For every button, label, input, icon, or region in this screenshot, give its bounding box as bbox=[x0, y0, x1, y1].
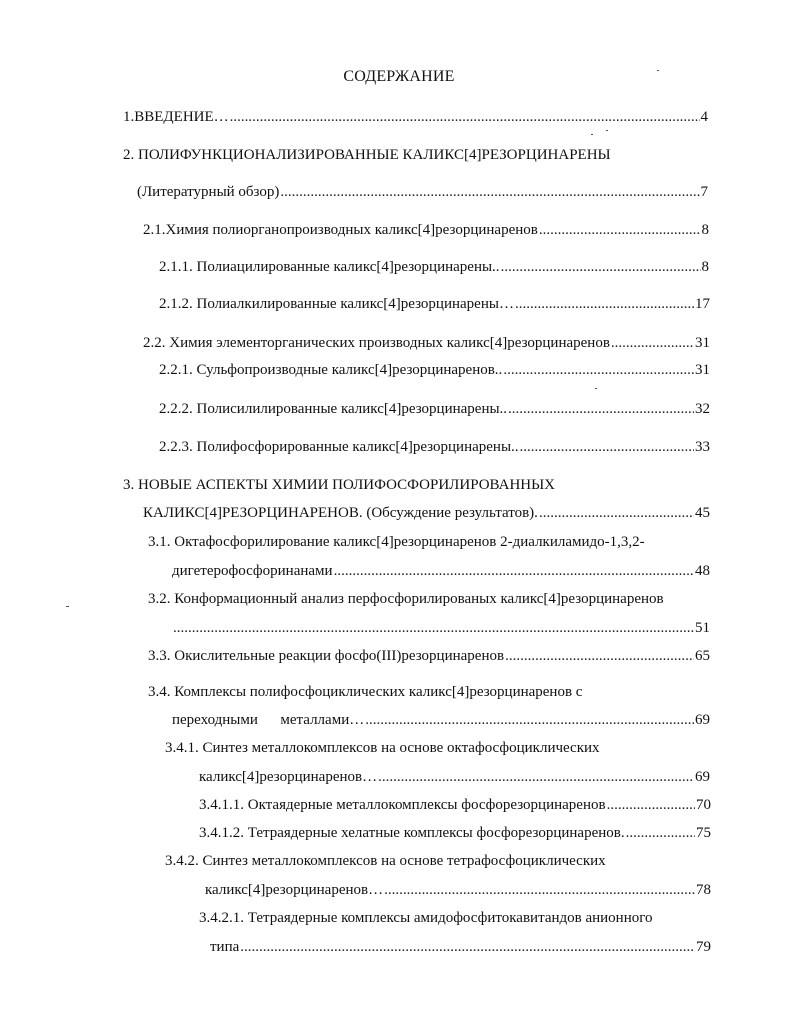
scan-speck bbox=[606, 130, 608, 131]
toc-entry-label: 3.1. Октафосфорилирование каликс[4]резорцинаренов 2-диалкиламидо-1,3,2- bbox=[148, 534, 645, 550]
toc-entry-label: 2.1.2. Полиалкилированные каликс[4]резорцинарены… bbox=[159, 296, 514, 312]
toc-entry bbox=[148, 682, 582, 702]
toc-entry-page: 69 bbox=[695, 769, 710, 785]
toc-entry-page: 45 bbox=[695, 505, 710, 521]
scan-speck bbox=[657, 70, 659, 71]
scan-speck bbox=[595, 388, 597, 389]
toc-entry bbox=[137, 182, 708, 202]
toc-leader-dots bbox=[240, 937, 695, 957]
toc-entry-label: 3.2. Конформационный анализ перфосфорилированых каликс[4]резорцинаренов bbox=[148, 591, 664, 607]
toc-leader-dots bbox=[384, 880, 695, 900]
toc-entry-label: 1.ВВЕДЕНИЕ… bbox=[123, 109, 229, 125]
toc-entry-page: 7 bbox=[700, 184, 708, 200]
toc-leader-dots bbox=[280, 182, 699, 202]
toc-entry-page: 70 bbox=[696, 797, 711, 813]
toc-entry bbox=[165, 851, 606, 871]
toc-leader-dots bbox=[334, 561, 694, 581]
toc-entry bbox=[159, 399, 710, 419]
toc-entry-page: 48 bbox=[695, 563, 710, 579]
toc-leader-dots bbox=[501, 257, 701, 277]
toc-entry-label: 3.4.1.1. Октаядерные металлокомплексы фосфорезорцинаренов bbox=[199, 797, 606, 813]
toc-entry-label: каликс[4]резорцинаренов… bbox=[199, 769, 378, 785]
toc-entry-label: (Литературный обзор) bbox=[137, 184, 280, 200]
toc-entry-page: 65 bbox=[695, 648, 710, 664]
toc-entry-label: 2.1.Химия полиорганопроизводных каликс[4]резорцинаренов bbox=[143, 222, 538, 238]
toc-entry bbox=[172, 561, 710, 581]
page-title: СОДЕРЖАНИЕ bbox=[343, 68, 455, 85]
toc-leader-dots bbox=[515, 294, 694, 314]
toc-entry bbox=[159, 437, 710, 457]
toc-leader-dots bbox=[505, 646, 694, 666]
toc-entry-page: 8 bbox=[701, 222, 709, 238]
toc-entry bbox=[165, 738, 600, 758]
toc-entry-label: 2.2.3. Полифосфорированные каликс[4]резорцинарены.. bbox=[159, 439, 519, 455]
toc-entry-label: 3.4.2. Синтез металлокомплексов на основе тетрафосфоциклических bbox=[165, 853, 606, 869]
toc-entry-label: 2.2.1. Сульфопроизводные каликс[4]резорцинаренов.. bbox=[159, 362, 503, 378]
toc-entry-label: переходными металлами… bbox=[172, 712, 365, 728]
toc-entry-page: 31 bbox=[695, 362, 710, 378]
toc-entry-label: 2. ПОЛИФУНКЦИОНАЛИЗИРОВАННЫЕ КАЛИКС[4]РЕЗОРЦИНАРЕНЫ bbox=[123, 147, 611, 163]
toc-entry bbox=[199, 795, 711, 815]
toc-leader-dots bbox=[378, 767, 694, 787]
toc-entry-page: 31 bbox=[695, 335, 710, 351]
toc-entry bbox=[159, 294, 710, 314]
toc-leader-dots bbox=[626, 823, 695, 843]
toc-leader-dots bbox=[539, 220, 701, 240]
toc-entry bbox=[199, 823, 711, 843]
toc-entry bbox=[123, 107, 708, 127]
toc-entry bbox=[159, 257, 709, 277]
toc-leader-dots bbox=[607, 795, 695, 815]
toc-leader-dots bbox=[508, 399, 694, 419]
toc-entry bbox=[172, 710, 710, 730]
toc-entry bbox=[199, 767, 710, 787]
toc-entry bbox=[148, 532, 645, 552]
toc-entry-page: 51 bbox=[695, 620, 710, 636]
toc-entry-label: 2.2.2. Полисилилированные каликс[4]резорцинарены.. bbox=[159, 401, 508, 417]
toc-entry-page: 32 bbox=[695, 401, 710, 417]
toc-entry-label: типа bbox=[210, 939, 240, 955]
toc-leader-dots bbox=[230, 107, 700, 127]
toc-entry-page: 75 bbox=[696, 825, 711, 841]
toc-entry-label: 3. НОВЫЕ АСПЕКТЫ ХИМИИ ПОЛИФОСФОРИЛИРОВАННЫХ bbox=[123, 477, 556, 493]
toc-entry-label: 3.4.1. Синтез металлокомплексов на основе октафосфоциклических bbox=[165, 740, 600, 756]
toc-entry-label: 3.3. Окислительные реакции фосфо(III)резорцинаренов bbox=[148, 648, 505, 664]
toc-leader-dots bbox=[611, 333, 694, 353]
toc-entry bbox=[143, 333, 710, 353]
toc-entry-label: каликс[4]резорцинаренов… bbox=[205, 882, 384, 898]
toc-entry-page: 8 bbox=[701, 259, 709, 275]
toc-entry bbox=[123, 475, 555, 495]
toc-entry-page: 33 bbox=[695, 439, 710, 455]
toc-entry bbox=[199, 908, 653, 928]
toc-entry bbox=[148, 589, 664, 609]
toc-entry-page: 69 bbox=[695, 712, 710, 728]
toc-leader-dots bbox=[539, 503, 694, 523]
toc-entry-label: 2.2. Химия элементорганических производных каликс[4]резорцинаренов bbox=[143, 335, 610, 351]
toc-leader-dots bbox=[503, 360, 694, 380]
toc-entry-label: дигетерофосфоринанами bbox=[172, 563, 333, 579]
toc-entry bbox=[148, 646, 710, 666]
toc-entry bbox=[172, 618, 710, 638]
toc-entry-label: 3.4.1.2. Тетраядерные хелатные комплексы фосфорезорцинаренов. bbox=[199, 825, 625, 841]
toc-entry-label: 3.4. Комплексы полифосфоциклических каликс[4]резорцинаренов с bbox=[148, 684, 583, 700]
toc-leader-dots bbox=[365, 710, 694, 730]
toc-entry bbox=[143, 503, 710, 523]
toc-entry bbox=[205, 880, 711, 900]
toc-entry-label: 3.4.2.1. Тетраядерные комплексы амидофосфитокавитандов анионного bbox=[199, 910, 653, 926]
toc-entry bbox=[143, 220, 709, 240]
toc-entry bbox=[159, 360, 710, 380]
toc-leader-dots bbox=[520, 437, 694, 457]
toc-entry-label: КАЛИКС[4]РЕЗОРЦИНАРЕНОВ. (Обсуждение результатов). bbox=[143, 505, 538, 521]
toc-entry bbox=[123, 145, 611, 165]
toc-entry-page: 78 bbox=[696, 882, 711, 898]
scan-speck bbox=[66, 606, 69, 607]
toc-entry bbox=[210, 937, 711, 957]
toc-entry-page: 79 bbox=[696, 939, 711, 955]
toc-entry-label: 2.1.1. Полиацилированные каликс[4]резорцинарены.. bbox=[159, 259, 500, 275]
toc-entry-page: 4 bbox=[700, 109, 708, 125]
toc-leader-dots bbox=[173, 618, 694, 638]
scan-speck bbox=[591, 134, 593, 135]
toc-entry-page: 17 bbox=[695, 296, 710, 312]
